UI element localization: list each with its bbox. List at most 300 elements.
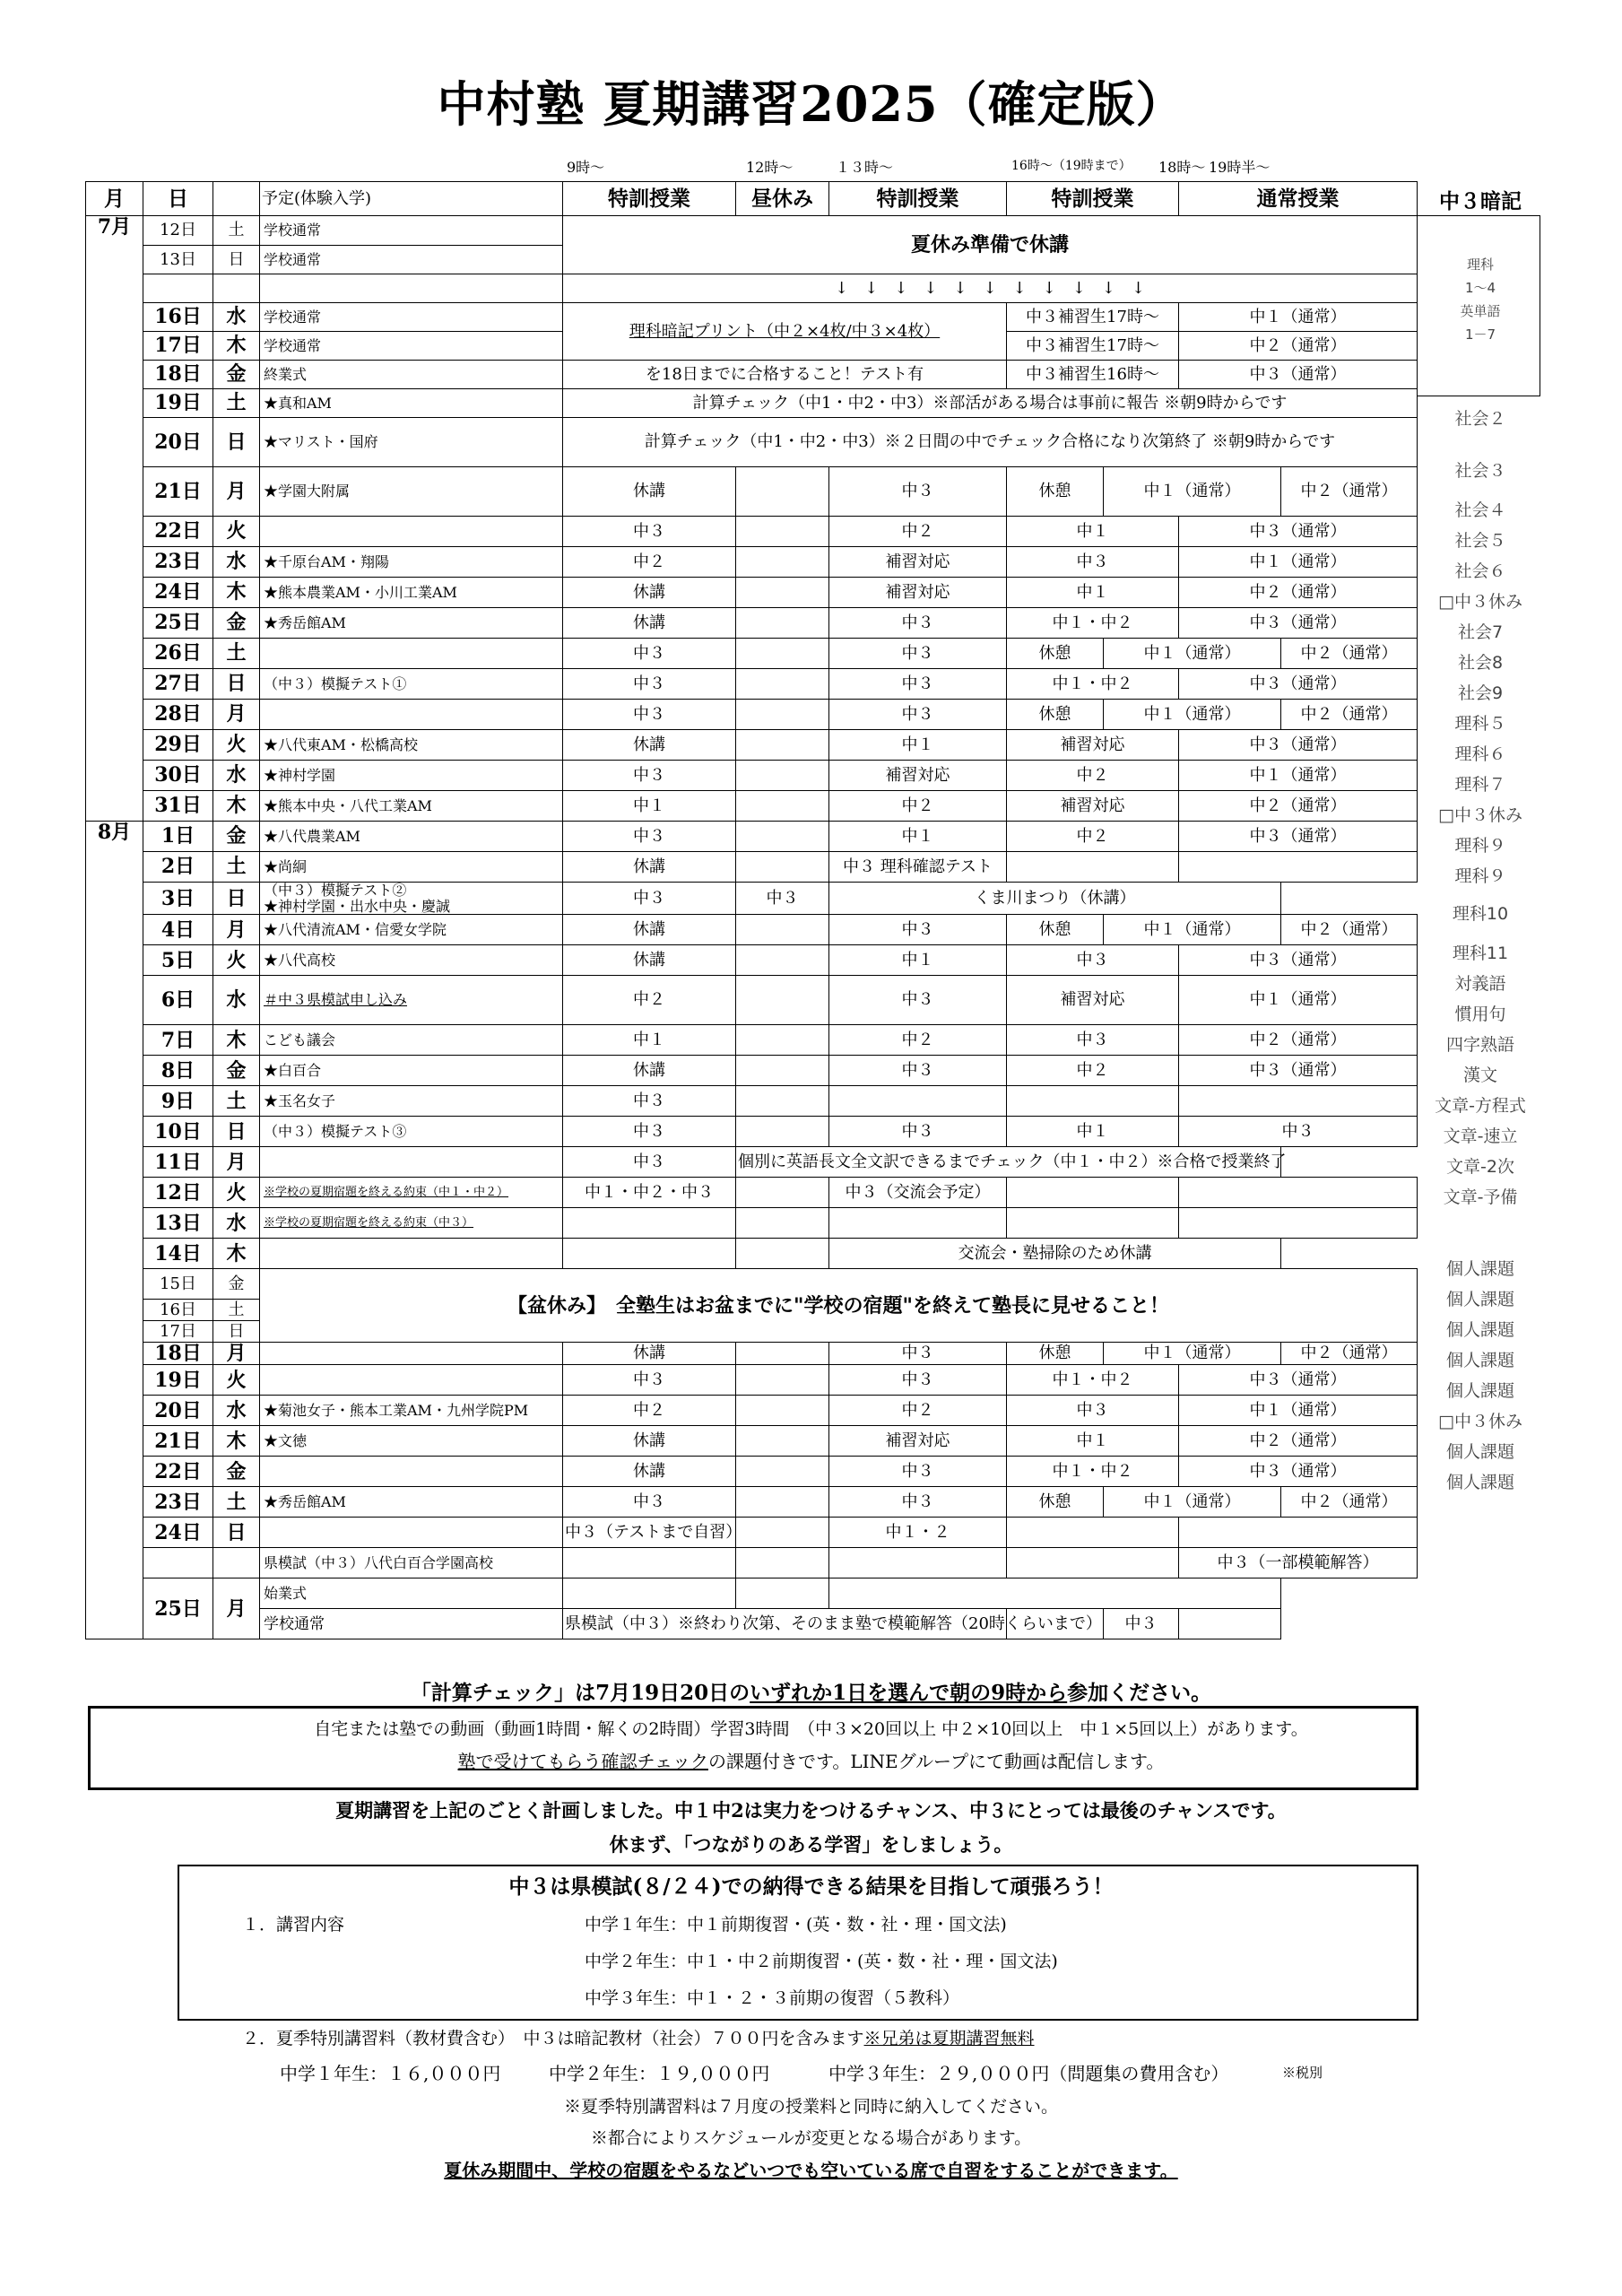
cell-a: 休講 bbox=[563, 730, 736, 761]
cell-a: 中３ bbox=[563, 639, 736, 669]
cell-c2: 中１（通常） bbox=[1104, 467, 1281, 517]
header-cell: 昼休み bbox=[736, 182, 829, 216]
right-col-header: 中３暗記 bbox=[1439, 190, 1522, 213]
plan-line-2: 休まず、「つながりのある学習」をしましょう。 bbox=[609, 1833, 1013, 1856]
cell-d2: 中２（通常） bbox=[1281, 1343, 1418, 1365]
schedule-row bbox=[86, 361, 1418, 389]
cell-d: 23日 bbox=[143, 1487, 213, 1518]
right-col-item: 文章-予備 bbox=[1443, 1187, 1518, 1207]
lunch-cell bbox=[736, 1426, 829, 1457]
span-cell: 計算チェック（中1・中2・中3）※２日間の中でチェック合格になり次第終了 ※朝9時からです bbox=[563, 418, 1418, 467]
schedule-row bbox=[86, 1426, 1418, 1457]
cell-d: 29日 bbox=[143, 730, 213, 761]
cell-d: 28日 bbox=[143, 700, 213, 730]
cell-b: 中３ bbox=[829, 1487, 1007, 1518]
cell-c: 中３ bbox=[1007, 1396, 1179, 1426]
cell-d: 18日 bbox=[143, 361, 213, 389]
right-top-item: 英単語 bbox=[1460, 303, 1501, 319]
lunch-cell bbox=[736, 547, 829, 578]
cell-d: 10日 bbox=[143, 1117, 213, 1147]
cell-b: 中３ bbox=[736, 883, 829, 915]
span-cell: くま川まつり（休講） bbox=[829, 883, 1281, 915]
cell-w: 木 bbox=[213, 578, 260, 608]
fee-grade1: 中学１年生：１６,０００円 bbox=[280, 2063, 501, 2084]
right-col-item: 文章-2次 bbox=[1446, 1157, 1514, 1177]
lunch-cell bbox=[736, 1457, 829, 1487]
cell-ev: 学校通常 bbox=[260, 332, 563, 361]
cell-w: 火 bbox=[213, 1365, 260, 1396]
tax-note: ※税別 bbox=[1282, 2065, 1323, 2081]
right-col-item: 個人課題 bbox=[1445, 1259, 1514, 1279]
right-col-item: 個人課題 bbox=[1445, 1351, 1514, 1370]
cell-d1 bbox=[1179, 1086, 1418, 1117]
schedule-row bbox=[86, 389, 1418, 418]
schedule-row bbox=[86, 1578, 1418, 1609]
cell-ev bbox=[260, 1147, 563, 1178]
right-col-item: 社会7 bbox=[1457, 622, 1504, 642]
lunch-cell bbox=[736, 639, 829, 669]
cell-c: 補習対応 bbox=[1007, 791, 1179, 822]
schedule-row bbox=[86, 1396, 1418, 1426]
right-col-item: 対義語 bbox=[1454, 974, 1506, 994]
cell-ev bbox=[260, 1457, 563, 1487]
video-line-2-underline: 塾で受けてもらう確認チェック bbox=[457, 1751, 708, 1772]
cell-d2: 中２（通常） bbox=[1281, 915, 1418, 945]
event-underline: ＃中３県模試申し込み bbox=[264, 991, 408, 1009]
time-label: 16時～（19時まで） bbox=[1011, 159, 1132, 173]
cell-a: 中２ bbox=[563, 976, 736, 1025]
cell-d: 26日 bbox=[143, 639, 213, 669]
cell-w: 金 bbox=[213, 822, 260, 852]
schedule-row bbox=[86, 216, 1418, 246]
grade2-content: 中学２年生：中１・中２前期復習・(英・数・社・理・国文法) bbox=[585, 1952, 1058, 1971]
cell-ev bbox=[260, 700, 563, 730]
cell-b: 中３ bbox=[829, 1117, 1007, 1147]
schedule-row bbox=[86, 915, 1418, 945]
cell-w: 金 bbox=[213, 361, 260, 389]
cell-c1: 休憩 bbox=[1007, 639, 1104, 669]
header-cell: 予定(体験入学) bbox=[260, 182, 563, 216]
lunch-cell bbox=[736, 730, 829, 761]
cell-d1: 中２（通常） bbox=[1179, 1426, 1418, 1457]
cell-ev: ★八代農業AM bbox=[260, 822, 563, 852]
cell-d1 bbox=[1179, 1518, 1418, 1548]
schedule-row bbox=[86, 418, 1418, 467]
cell-w: 日 bbox=[213, 1321, 260, 1343]
cell-d: 15日 bbox=[143, 1269, 213, 1300]
cell-d: 17日 bbox=[143, 332, 213, 361]
cell-a: 休講 bbox=[563, 915, 736, 945]
cell-c bbox=[1007, 852, 1179, 883]
cell-w: 木 bbox=[213, 1426, 260, 1457]
cell-d: 23日 bbox=[143, 547, 213, 578]
cell-d: 7日 bbox=[143, 1025, 213, 1056]
cell-c2: 中１（通常） bbox=[1104, 639, 1281, 669]
lunch-cell bbox=[736, 1025, 829, 1056]
event-line: ★神村学園・出水中央・慶誠 bbox=[264, 897, 451, 915]
cell-a: 中３ bbox=[563, 700, 736, 730]
cell-d2: 中２（通常） bbox=[1281, 700, 1418, 730]
cell-d: 22日 bbox=[143, 517, 213, 547]
schedule-row bbox=[86, 883, 1418, 915]
cell-d1: 中１（通常） bbox=[1179, 976, 1418, 1025]
cell-w: 月 bbox=[213, 1578, 260, 1639]
cell-b: 中３ bbox=[829, 669, 1007, 700]
lunch-cell bbox=[736, 700, 829, 730]
schedule-body bbox=[86, 182, 1418, 1639]
schedule-row bbox=[86, 669, 1418, 700]
keisan-notice bbox=[0, 1676, 1622, 1706]
video-line-2-post: の課題付きです。LINEグループにて動画は配信します。 bbox=[707, 1751, 1165, 1772]
right-col-item: □中３休み bbox=[1438, 1412, 1522, 1431]
right-col-item: 漢文 bbox=[1462, 1065, 1497, 1085]
schedule-row bbox=[86, 700, 1418, 730]
cell-b: 中１ bbox=[829, 730, 1007, 761]
cell-c: 中１・中２ bbox=[1007, 1457, 1179, 1487]
cell-c: 補習対応 bbox=[1007, 730, 1179, 761]
cell-w: 火 bbox=[213, 945, 260, 976]
event-underline: ※学校の夏期宿題を終える約束（中１・中２） bbox=[264, 1185, 509, 1199]
cell-b: 中２ bbox=[829, 791, 1007, 822]
schedule-row bbox=[86, 1269, 1418, 1300]
lunch-cell bbox=[736, 1365, 829, 1396]
schedule-row bbox=[86, 1548, 1418, 1578]
right-col-item: 社会２ bbox=[1454, 409, 1506, 429]
time-label: 9時～ bbox=[567, 159, 605, 176]
header-cell: 月 bbox=[86, 182, 143, 216]
schedule-row bbox=[86, 608, 1418, 639]
cell-a: 中３ bbox=[563, 517, 736, 547]
span-underline: 理科暗記プリント（中２×4枚/中３×4枚） bbox=[629, 321, 941, 341]
cell-d1: 中１（通常） bbox=[1179, 547, 1418, 578]
cell-ev: ★熊本中央・八代工業AM bbox=[260, 791, 563, 822]
cell-w: 日 bbox=[213, 1117, 260, 1147]
keisan-notice-underline: いずれか1日を選んで朝の9時から bbox=[750, 1681, 1068, 1705]
cell-ev: こども議会 bbox=[260, 1025, 563, 1056]
cell-d2: 中２（通常） bbox=[1281, 639, 1418, 669]
cell-w: 月 bbox=[213, 915, 260, 945]
lunch-cell bbox=[736, 822, 829, 852]
lunch-cell bbox=[736, 1548, 829, 1578]
cell-w: 日 bbox=[213, 883, 260, 915]
cell-ev: 県模試（中３）八代白百合学園高校 bbox=[260, 1548, 563, 1578]
cell-d: 19日 bbox=[143, 389, 213, 418]
cell-ev: ★学園大附属 bbox=[260, 467, 563, 517]
cell-c1: 休憩 bbox=[1007, 1343, 1104, 1365]
schedule-row bbox=[86, 730, 1418, 761]
cell-w: 土 bbox=[213, 216, 260, 246]
self-study-note bbox=[0, 2156, 1622, 2182]
span-cell: 【盆休み】 全塾生はお盆までに"学校の宿題"を終えて塾長に見せること！ bbox=[260, 1269, 1418, 1343]
schedule-row bbox=[86, 1365, 1418, 1396]
cell-w: 金 bbox=[213, 1457, 260, 1487]
schedule-row bbox=[86, 1025, 1418, 1056]
schedule-row bbox=[86, 1518, 1418, 1548]
cell-a: 中１・中２・中３ bbox=[563, 1178, 736, 1208]
keisan-notice-pre: 「計算チェック」は7月19日20日の bbox=[410, 1681, 750, 1705]
cell-d: 24日 bbox=[143, 578, 213, 608]
cell-b: 中２ bbox=[829, 517, 1007, 547]
cell-d: 12日 bbox=[143, 1178, 213, 1208]
schedule-change-note: ※都合によりスケジュールが変更となる場合があります。 bbox=[590, 2128, 1032, 2148]
cell-w: 水 bbox=[213, 547, 260, 578]
cell-a bbox=[563, 1578, 736, 1609]
header-cell: 通常授業 bbox=[1179, 182, 1418, 216]
cell-ev: （中３）模擬テスト① bbox=[260, 669, 563, 700]
keisan-notice-post: 参加ください。 bbox=[1067, 1681, 1212, 1705]
cell-w: 日 bbox=[213, 418, 260, 467]
sibling-free-note: ※兄弟は夏期講習無料 bbox=[863, 2029, 1035, 2048]
schedule-row bbox=[86, 822, 1418, 852]
cell-b: 中１ bbox=[829, 945, 1007, 976]
cell-d1: 中２（通常） bbox=[1179, 578, 1418, 608]
cell-w bbox=[213, 274, 260, 303]
lunch-cell bbox=[736, 1518, 829, 1548]
cell-c bbox=[1007, 1518, 1179, 1548]
cell-a: 中３（テストまで自習） bbox=[563, 1518, 736, 1548]
right-col-item: 理科10 bbox=[1452, 904, 1509, 924]
cell-w: 火 bbox=[213, 730, 260, 761]
schedule-row bbox=[86, 1457, 1418, 1487]
schedule-row bbox=[86, 791, 1418, 822]
schedule-row bbox=[86, 852, 1418, 883]
cell-d1: 中１（通常） bbox=[1179, 1396, 1418, 1426]
cell-d1: 中３（通常） bbox=[1179, 361, 1418, 389]
right-col-item: 社会５ bbox=[1454, 531, 1506, 551]
cell-ev: ★尚絅 bbox=[260, 852, 563, 883]
cell-d1: 中３（通常） bbox=[1179, 517, 1418, 547]
cell-w: 月 bbox=[213, 1343, 260, 1365]
schedule-row bbox=[86, 1609, 1418, 1639]
cell-b: 中３ bbox=[829, 1056, 1007, 1086]
cell-d: 21日 bbox=[143, 1426, 213, 1457]
cell-d: 18日 bbox=[143, 1343, 213, 1365]
cell-d1: 中３（通常） bbox=[1179, 945, 1418, 976]
cell-d1: 中２（通常） bbox=[1179, 791, 1418, 822]
schedule-row bbox=[86, 1056, 1418, 1086]
fee-grade3: 中学３年生：２９,０００円（問題集の費用含む） bbox=[828, 2063, 1229, 2084]
lunch-cell bbox=[736, 852, 829, 883]
cell-c1: 休憩 bbox=[1007, 915, 1104, 945]
cell-d: 12日 bbox=[143, 216, 213, 246]
cell-c bbox=[1007, 1548, 1179, 1578]
cell-ev bbox=[260, 517, 563, 547]
cell-c2: 中１（通常） bbox=[1104, 1343, 1281, 1365]
cell-c: 中１・中２ bbox=[1007, 608, 1179, 639]
cell-a: 休講 bbox=[563, 467, 736, 517]
cell-m: 7月 bbox=[86, 216, 143, 822]
right-col-item: 社会６ bbox=[1454, 561, 1506, 581]
cell-w: 木 bbox=[213, 1025, 260, 1056]
span-cell: を18日までに合格すること！テスト有 bbox=[563, 361, 1007, 389]
cell-ev: ★白百合 bbox=[260, 1056, 563, 1086]
cell-d1: 中３（通常） bbox=[1179, 822, 1418, 852]
cell-c: 中１ bbox=[1007, 517, 1179, 547]
cell-d1: 中３（通常） bbox=[1179, 730, 1418, 761]
cell-d: 22日 bbox=[143, 1457, 213, 1487]
cell-d: 25日 bbox=[143, 1578, 213, 1639]
schedule-row bbox=[86, 1208, 1418, 1239]
schedule-row bbox=[86, 945, 1418, 976]
cell-d: 3日 bbox=[143, 883, 213, 915]
cell-w: 土 bbox=[213, 389, 260, 418]
cell-c bbox=[1007, 1208, 1179, 1239]
cell-w: 土 bbox=[213, 852, 260, 883]
right-col-item: 理科５ bbox=[1454, 714, 1506, 734]
cell-d: 27日 bbox=[143, 669, 213, 700]
lunch-cell bbox=[736, 761, 829, 791]
right-col-item: 個人課題 bbox=[1445, 1320, 1514, 1340]
page-title: 中村塾 夏期講習2025（確定版） bbox=[437, 75, 1185, 133]
cell-a: 中３ bbox=[563, 1086, 736, 1117]
cell-a: 中３ bbox=[563, 669, 736, 700]
schedule-row bbox=[86, 1147, 1418, 1178]
cell-c2: 中１（通常） bbox=[1104, 700, 1281, 730]
cell-w bbox=[213, 1548, 260, 1578]
cell-b: 補習対応 bbox=[829, 761, 1007, 791]
schedule-row bbox=[86, 1343, 1418, 1365]
schedule-row bbox=[86, 761, 1418, 791]
cell-w: 水 bbox=[213, 761, 260, 791]
lunch-cell bbox=[736, 791, 829, 822]
time-label: 18時～ bbox=[1158, 159, 1206, 176]
cell-d2 bbox=[1179, 1609, 1281, 1639]
right-col-item: 個人課題 bbox=[1445, 1290, 1514, 1309]
cell-d: 1日 bbox=[143, 822, 213, 852]
lunch-cell bbox=[736, 1208, 829, 1239]
cell-d: 6日 bbox=[143, 976, 213, 1025]
time-label: 12時～ bbox=[746, 159, 794, 176]
cell-a: 中１ bbox=[563, 1025, 736, 1056]
right-col-item: 理科７ bbox=[1454, 775, 1506, 795]
cell-w: 水 bbox=[213, 976, 260, 1025]
cell-ev: 始業式 bbox=[260, 1578, 563, 1609]
cell-ev bbox=[260, 1178, 563, 1208]
cell-a: 中２ bbox=[563, 1396, 736, 1426]
cell-d1: 中３ bbox=[1179, 1117, 1418, 1147]
cell-a bbox=[563, 1208, 736, 1239]
cell-w: 火 bbox=[213, 517, 260, 547]
right-col-item: 理科９ bbox=[1454, 836, 1506, 856]
schedule-row bbox=[86, 1178, 1418, 1208]
payment-note: ※夏季特別講習料は７月度の授業料と同時に納入してください。 bbox=[563, 2097, 1058, 2117]
cell-ev bbox=[260, 1239, 563, 1269]
cell-d: 13日 bbox=[143, 1208, 213, 1239]
right-col-item: 文章-方程式 bbox=[1435, 1096, 1526, 1116]
goal-heading: 中３は県模試(８/２４)での納得できる結果を目指して頑張ろう！ bbox=[508, 1874, 1114, 1899]
cell-d1: 中３（通常） bbox=[1179, 1457, 1418, 1487]
cell-w: 日 bbox=[213, 669, 260, 700]
cell-b: 補習対応 bbox=[829, 547, 1007, 578]
cell-ev: ★八代高校 bbox=[260, 945, 563, 976]
cell-w: 日 bbox=[213, 1518, 260, 1548]
cell-ev: （中３）模擬テスト③ bbox=[260, 1117, 563, 1147]
time-label: １３時～ bbox=[836, 159, 894, 176]
cell-b: 中３（交流会予定） bbox=[829, 1178, 1007, 1208]
cell-b: 中３ bbox=[829, 608, 1007, 639]
cell-b: 中３ bbox=[829, 639, 1007, 669]
cell-d: 24日 bbox=[143, 1518, 213, 1548]
time-header bbox=[0, 151, 1622, 181]
cell-w: 土 bbox=[213, 1487, 260, 1518]
cell-ev: ★八代清流AM・信愛女学院 bbox=[260, 915, 563, 945]
cell-b: 中２ bbox=[829, 1396, 1007, 1426]
cell-ev bbox=[260, 1208, 563, 1239]
cell-ev: ★神村学園 bbox=[260, 761, 563, 791]
cell-ev: 学校通常 bbox=[260, 303, 563, 332]
cell-b bbox=[736, 1239, 829, 1269]
cell-c: 中１ bbox=[1007, 1426, 1179, 1457]
span-cell: 計算チェック（中1・中2・中3）※部活がある場合は事前に報告 ※朝9時からです bbox=[563, 389, 1418, 418]
cell-w: 月 bbox=[213, 467, 260, 517]
right-col-item: 社会３ bbox=[1454, 461, 1506, 481]
cell-d: 14日 bbox=[143, 1239, 213, 1269]
schedule-row bbox=[86, 274, 1418, 303]
cell-b: 中３ 理科確認テスト bbox=[829, 852, 1007, 883]
cell-d bbox=[143, 274, 213, 303]
lunch-cell bbox=[736, 1117, 829, 1147]
right-col-item: 個人課題 bbox=[1445, 1381, 1514, 1401]
schedule-row bbox=[86, 976, 1418, 1025]
cell-c bbox=[1007, 1178, 1179, 1208]
cell-d: 20日 bbox=[143, 1396, 213, 1426]
schedule-row bbox=[86, 1086, 1418, 1117]
right-top-item: 理科 bbox=[1466, 257, 1494, 273]
header-cell: 特訓授業 bbox=[1007, 182, 1179, 216]
grade3-content: 中学３年生：中１・２・３前期の復習（５教科） bbox=[585, 1988, 960, 2008]
cell-ev: ★八代東AM・松橋高校 bbox=[260, 730, 563, 761]
lunch-cell bbox=[736, 1396, 829, 1426]
cell-d bbox=[143, 1548, 213, 1578]
cell-c: 補習対応 bbox=[1007, 976, 1179, 1025]
span-cell: ↓ ↓ ↓ ↓ ↓ ↓ ↓ ↓ ↓ ↓ ↓ bbox=[563, 274, 1418, 303]
schedule-row bbox=[86, 547, 1418, 578]
cell-m: 8月 bbox=[86, 822, 143, 1639]
lunch-cell bbox=[736, 608, 829, 639]
cell-c: 中３補習生16時～ bbox=[1007, 361, 1179, 389]
cell-c bbox=[1007, 1086, 1179, 1117]
schedule-row bbox=[86, 303, 1418, 332]
cell-b: 中３ bbox=[829, 915, 1007, 945]
cell-a: 中３ bbox=[563, 1365, 736, 1396]
header-row bbox=[86, 182, 1418, 216]
schedule-row bbox=[86, 1239, 1418, 1269]
cell-b: 補習対応 bbox=[829, 578, 1007, 608]
cell-a: 休講 bbox=[563, 578, 736, 608]
cell-w: 月 bbox=[213, 700, 260, 730]
right-col-item: 理科６ bbox=[1454, 744, 1506, 764]
cell-d1: 中３（一部模範解答） bbox=[1179, 1548, 1418, 1578]
cell-ev: 学校通常 bbox=[260, 1609, 563, 1639]
cell-d1: 中３（通常） bbox=[1179, 608, 1418, 639]
cell-b: 中１ bbox=[829, 822, 1007, 852]
cell-b: 補習対応 bbox=[829, 1426, 1007, 1457]
cell-w: 火 bbox=[213, 1178, 260, 1208]
right-col-item: 四字熟語 bbox=[1445, 1035, 1514, 1055]
right-col-item: 理科９ bbox=[1454, 866, 1506, 886]
cell-c1: 休憩 bbox=[1007, 700, 1104, 730]
fee-grade2: 中学２年生：１９,０００円 bbox=[549, 2063, 770, 2084]
cell-d: 9日 bbox=[143, 1086, 213, 1117]
time-label: 19時半～ bbox=[1209, 159, 1271, 176]
cell-ev: ★文徳 bbox=[260, 1426, 563, 1457]
cell-a: 中１ bbox=[563, 791, 736, 822]
cell-d2: 中２（通常） bbox=[1281, 467, 1418, 517]
cell-d: 20日 bbox=[143, 418, 213, 467]
cell-b: 中３ bbox=[829, 1457, 1007, 1487]
cell-b: 中３ bbox=[829, 467, 1007, 517]
cell-ev bbox=[260, 1343, 563, 1365]
